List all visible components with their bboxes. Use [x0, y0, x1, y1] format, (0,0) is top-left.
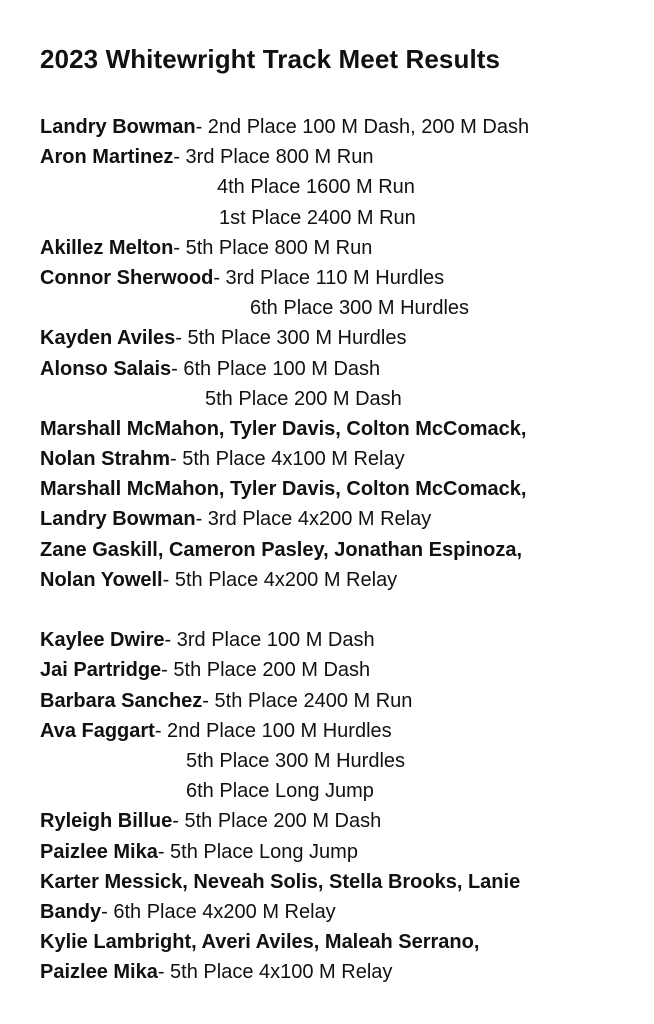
placement-text: - 6th Place 100 M Dash [171, 357, 381, 380]
result-line [40, 837, 640, 867]
result-line [40, 112, 640, 142]
result-line [40, 716, 640, 746]
athlete-names: Jai Partridge [40, 659, 162, 682]
result-line [40, 686, 640, 716]
athlete-names: Marshall McMahon, Tyler Davis, Colton McComack, [40, 478, 527, 501]
placement-text: - 3rd Place 800 M Run [173, 146, 374, 169]
athlete-names: Paizlee Mika [40, 840, 158, 863]
athlete-names: Alonso Salais [40, 357, 172, 380]
result-line [40, 474, 640, 504]
athlete-names: Ava Faggart [40, 719, 155, 742]
athlete-names: Kylie Lambright, Averi Aviles, Maleah Serrano, [40, 931, 480, 954]
placement-text: - 5th Place 200 M Dash [161, 659, 371, 682]
result-line [40, 565, 640, 595]
result-line [40, 444, 640, 474]
result-line [40, 897, 640, 927]
page-title: 2023 Whitewright Track Meet Results [40, 44, 501, 74]
placement-text: - 5th Place 4x100 M Relay [170, 448, 405, 471]
result-line [40, 806, 640, 836]
athlete-names: Connor Sherwood [40, 266, 214, 289]
athlete-names: Kayden Aviles [40, 327, 176, 350]
result-line [40, 203, 640, 233]
placement-text: - 2nd Place 100 M Dash, 200 M Dash [195, 116, 530, 138]
result-line [40, 655, 640, 685]
result-line [40, 263, 640, 293]
result-line [40, 535, 640, 565]
placement-text: 4th Place 1600 M Run [217, 176, 415, 199]
result-line [40, 746, 640, 776]
athlete-names: Ryleigh Billue [40, 810, 173, 833]
placement-text: 6th Place 300 M Hurdles [250, 297, 470, 320]
result-line [40, 384, 640, 414]
placement-text: - 6th Place 4x200 M Relay [101, 900, 336, 923]
placement-text: 1st Place 2400 M Run [219, 206, 416, 229]
athlete-names: Aron Martinez [40, 146, 174, 169]
placement-text: - 5th Place 200 M Dash [172, 810, 382, 833]
result-line [40, 504, 640, 534]
athlete-names: Kaylee Dwire [40, 629, 165, 652]
result-line [40, 293, 640, 323]
athlete-names: Karter Messick, Neveah Solis, Stella Brooks, Lanie [40, 870, 521, 893]
athlete-names: Paizlee Mika [40, 961, 158, 984]
placement-text: - 5th Place 300 M Hurdles [175, 327, 407, 350]
athlete-names: Landry Bowman [40, 508, 196, 531]
result-line [40, 927, 640, 957]
result-line [40, 776, 640, 806]
result-line [40, 323, 640, 353]
placement-text: - 5th Place 800 M Run [173, 236, 373, 259]
placement-text: - 5th Place 2400 M Run [202, 689, 413, 712]
placement-text: 5th Place 300 M Hurdles [186, 749, 406, 772]
placement-text: - 5th Place 4x200 M Relay [162, 568, 398, 591]
placement-text: 5th Place 200 M Dash [205, 387, 402, 410]
athlete-names: Zane Gaskill, Cameron Pasley, Jonathan Espinoza, [40, 538, 523, 561]
athlete-names: Nolan Yowell [40, 568, 163, 591]
result-line [40, 414, 640, 444]
result-line [40, 867, 640, 897]
placement-text: - 5th Place 4x100 M Relay [157, 961, 393, 984]
result-line [40, 233, 640, 263]
athlete-names: Nolan Strahm [40, 448, 171, 471]
athlete-names: Barbara Sanchez [40, 689, 203, 712]
athlete-names: Marshall McMahon, Tyler Davis, Colton McComack, [40, 417, 527, 440]
section-spacer [40, 595, 640, 625]
athlete-names: Landry Bowman [40, 116, 196, 138]
placement-text: - 3rd Place 100 M Dash [164, 629, 375, 652]
results-list [40, 112, 640, 987]
result-line [40, 957, 640, 987]
result-line [40, 172, 640, 202]
placement-text: - 5th Place Long Jump [157, 840, 358, 863]
placement-text: - 3rd Place 110 M Hurdles [213, 266, 445, 289]
result-line [40, 625, 640, 655]
athlete-names: Bandy [40, 900, 102, 923]
placement-text: - 3rd Place 4x200 M Relay [195, 508, 432, 531]
placement-text: - 2nd Place 100 M Hurdles [154, 719, 392, 742]
placement-text: 6th Place Long Jump [186, 780, 374, 803]
result-line [40, 354, 640, 384]
athlete-names: Akillez Melton [40, 236, 174, 259]
result-line [40, 142, 640, 172]
